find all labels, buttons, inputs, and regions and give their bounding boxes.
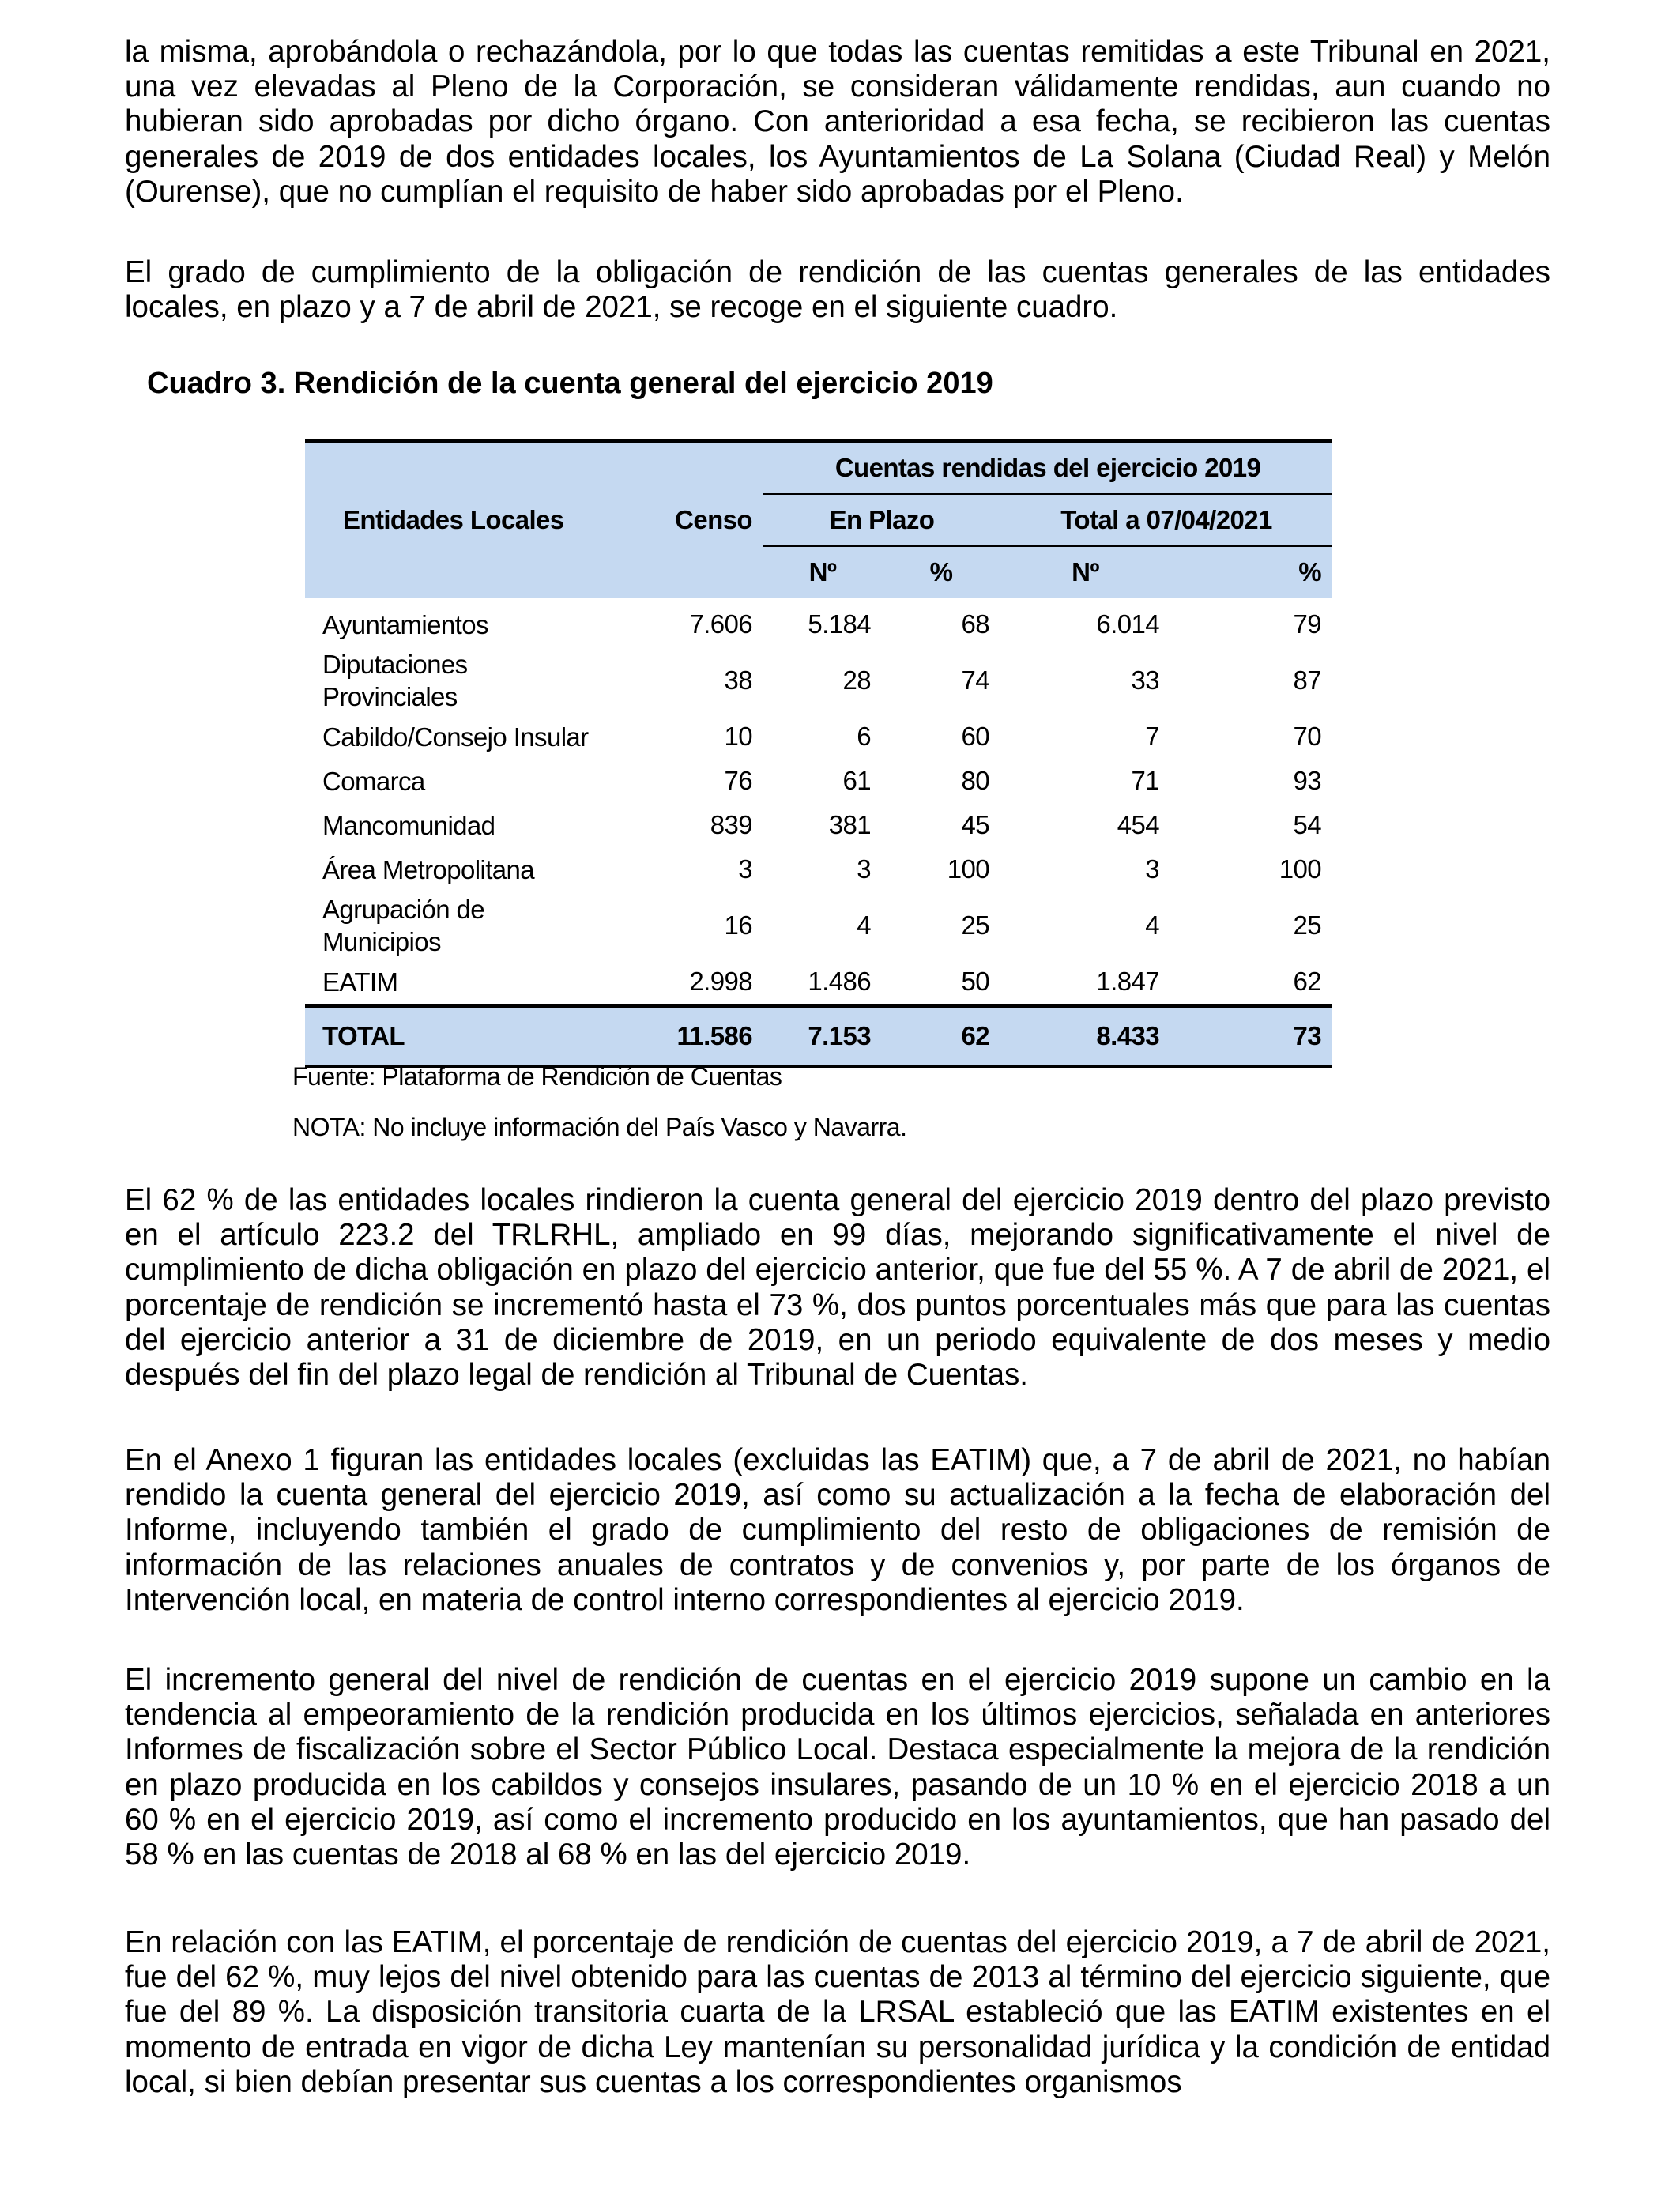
row-plazo-num: 28 xyxy=(842,665,871,695)
table-row xyxy=(305,759,1332,803)
total-total-num: 8.433 xyxy=(1000,1006,1170,1067)
row-plazo-num: 61 xyxy=(842,766,871,795)
rendicion-table xyxy=(305,439,1332,1068)
paragraph-incremento-general: El incremento general del nivel de rendición de cuentas en el ejercicio 2019 supone un cambio en la tendencia al empeoramiento de la rendición producida en los últimos ejercicios, señalada en anteriores Informes de fiscalización sobre el Sector Público Local. Destaca especialmente la mejora de la rendición en plazo producida en los cabildos y consejos insulares, pasando de un 10 % en el ejercicio 2018 a un 60 % en el ejercicio 2019, así como el incremento producido en los ayuntamientos, que han pasado del 58 % en las cuentas de 2018 al 68 % en las del ejercicio 2019. xyxy=(125,1663,1550,1872)
row-plazo-pct: 25 xyxy=(961,910,989,940)
paragraph-anexo-1: En el Anexo 1 figuran las entidades locales (excluidas las EATIM) que, a 7 de abril de 2021, no habían rendido la cuenta general del ejercicio 2019, así como su actualización a la fecha de elaboración del Informe, incluyendo también el grado de cumplimiento del resto de obligaciones de remisión de información de las relaciones anuales de contratos y de convenios y, por parte de los órganos de Intervención local, en materia de control interno correspondientes al ejercicio 2019. xyxy=(125,1443,1550,1617)
row-plazo-pct: 60 xyxy=(961,722,989,751)
table-source: Fuente: Plataforma de Rendición de Cuentas xyxy=(292,1062,782,1091)
row-total-pct: 93 xyxy=(1293,766,1322,795)
header-total-fecha: Total a 07/04/2021 xyxy=(1000,494,1332,546)
row-plazo-pct: 45 xyxy=(961,810,989,839)
row-name: Comarca xyxy=(322,766,425,796)
paragraph-grado-cumplimiento: El grado de cumplimiento de la obligación de rendición de las cuentas generales de las entidades locales, en plazo y a 7 de abril de 2021, se recoge en el siguiente cuadro. xyxy=(125,255,1550,325)
header-total-num: Nº xyxy=(1000,546,1170,598)
row-total-num: 6.014 xyxy=(1096,609,1159,639)
row-total-pct: 25 xyxy=(1293,910,1322,940)
row-censo: 3 xyxy=(738,854,752,884)
row-total-pct: 70 xyxy=(1293,722,1322,751)
row-total-pct: 79 xyxy=(1293,609,1322,639)
header-censo: Censo xyxy=(605,441,763,598)
row-total-num: 1.847 xyxy=(1096,967,1159,996)
table-total-row xyxy=(305,1006,1332,1067)
table-caption: Cuadro 3. Rendición de la cuenta general del ejercicio 2019 xyxy=(147,367,993,400)
table-row xyxy=(305,803,1332,847)
row-censo: 839 xyxy=(710,810,752,839)
total-name: TOTAL xyxy=(305,1006,605,1067)
table-row xyxy=(305,847,1332,892)
row-total-pct: 100 xyxy=(1279,854,1322,884)
row-total-num: 3 xyxy=(1145,854,1159,884)
table-row xyxy=(305,959,1332,1006)
row-plazo-pct: 50 xyxy=(961,967,989,996)
row-plazo-num: 5.184 xyxy=(808,609,871,639)
row-plazo-num: 381 xyxy=(828,810,871,839)
row-total-num: 4 xyxy=(1145,910,1159,940)
row-total-pct: 87 xyxy=(1293,665,1322,695)
row-censo: 76 xyxy=(724,766,752,795)
row-plazo-pct: 80 xyxy=(961,766,989,795)
row-total-num: 33 xyxy=(1131,665,1159,695)
table-row xyxy=(305,598,1332,647)
header-cuentas-rendidas: Cuentas rendidas del ejercicio 2019 xyxy=(763,441,1332,495)
total-total-pct: 73 xyxy=(1170,1006,1332,1067)
row-censo: 2.998 xyxy=(689,967,752,996)
header-en-plazo: En Plazo xyxy=(763,494,1000,546)
table-row xyxy=(305,647,1332,714)
paragraph-62-porciento: El 62 % de las entidades locales rindieron la cuenta general del ejercicio 2019 dentro del plazo previsto en el artículo 223.2 del TRLRHL, ampliado en 99 días, mejorando significativamente el nivel de cumplimiento de dicha obligación en plazo del ejercicio anterior, que fue del 55 %. A 7 de abril de 2021, el porcentaje de rendición se incrementó hasta el 73 %, dos puntos porcentuales más que para las cuentas del ejercicio anterior a 31 de diciembre de 2019, en un periodo equivalente de dos meses y medio después del fin del plazo legal de rendición al Tribunal de Cuentas. xyxy=(125,1183,1550,1393)
row-censo: 38 xyxy=(724,665,752,695)
row-plazo-pct: 68 xyxy=(961,609,989,639)
row-name: EATIM xyxy=(322,967,398,997)
row-total-num: 7 xyxy=(1145,722,1159,751)
header-plazo-pct: % xyxy=(882,546,1000,598)
table-row xyxy=(305,892,1332,959)
total-censo: 11.586 xyxy=(605,1006,763,1067)
paragraph-eatim: En relación con las EATIM, el porcentaje de rendición de cuentas del ejercicio 2019, a 7 de abril de 2021, fue del 62 %, muy lejos del nivel obtenido para las cuentas de 2013 al término del ejercicio siguiente, que fue del 89 %. La disposición transitoria cuarta de la LRSAL estableció que las EATIM existentes en el momento de entrada en vigor de dicha Ley mantenían su personalidad jurídica y la condición de entidad local, si bien debían presentar sus cuentas a los correspondientes organismos xyxy=(125,1925,1550,2099)
paragraph-intro: la misma, aprobándola o rechazándola, por lo que todas las cuentas remitidas a este Tribunal en 2021, una vez elevadas al Pleno de la Corporación, se consideran válidamente rendidas, aun cuando no hubieran sido aprobadas por dicho órgano. Con anterioridad a esa fecha, se recibieron las cuentas generales de 2019 de dos entidades locales, los Ayuntamientos de La Solana (Ciudad Real) y Melón (Ourense), que no cumplían el requisito de haber sido aprobadas por el Pleno. xyxy=(125,35,1550,209)
table-row xyxy=(305,714,1332,759)
total-plazo-num: 7.153 xyxy=(763,1006,882,1067)
row-plazo-pct: 74 xyxy=(961,665,989,695)
row-censo: 16 xyxy=(724,910,752,940)
row-plazo-num: 3 xyxy=(857,854,871,884)
row-total-num: 454 xyxy=(1117,810,1159,839)
row-name: Diputaciones Provinciales xyxy=(322,650,468,711)
row-total-pct: 62 xyxy=(1293,967,1322,996)
row-plazo-pct: 100 xyxy=(947,854,989,884)
row-total-num: 71 xyxy=(1131,766,1159,795)
header-entidades: Entidades Locales xyxy=(305,441,605,598)
row-name: Mancomunidad xyxy=(322,810,495,840)
row-name: Agrupación de Municipios xyxy=(322,895,485,956)
row-plazo-num: 4 xyxy=(857,910,871,940)
row-name: Ayuntamientos xyxy=(322,609,488,639)
row-name: Cabildo/Consejo Insular xyxy=(322,722,589,752)
row-plazo-num: 1.486 xyxy=(808,967,871,996)
table-header-row-1 xyxy=(305,441,1332,495)
row-name: Área Metropolitana xyxy=(322,854,535,884)
header-total-pct: % xyxy=(1170,546,1332,598)
row-total-pct: 54 xyxy=(1293,810,1322,839)
table-note: NOTA: No incluye información del País Vasco y Navarra. xyxy=(292,1113,907,1141)
row-censo: 7.606 xyxy=(689,609,752,639)
row-censo: 10 xyxy=(724,722,752,751)
row-plazo-num: 6 xyxy=(857,722,871,751)
total-plazo-pct: 62 xyxy=(882,1006,1000,1067)
header-plazo-num: Nº xyxy=(763,546,882,598)
